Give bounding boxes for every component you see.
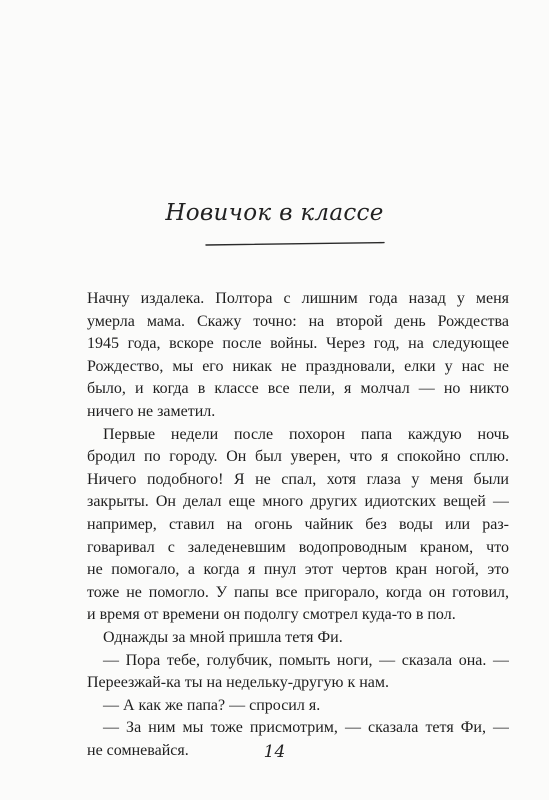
text-line: Однажды за мной пришла тетя Фи. <box>103 628 343 646</box>
text-line: умерла мама. Скажу точно: на второй день Рождества <box>87 312 509 330</box>
text-line: 1945 года, вскоре после войны. Через год, на следующее <box>87 335 509 353</box>
title-underline <box>205 239 385 249</box>
text-line: ничего не заметил. <box>87 402 216 420</box>
text-line: не помогало, а когда я пнул этот чертов кран ногой, это <box>87 561 509 579</box>
chapter-title: Новичок в классе <box>165 200 384 226</box>
text-line: закрыты. Он делал еще много других идиотских вещей — <box>87 493 509 511</box>
text-line: Переезжай-ка ты на недельку-другую к нам. <box>87 674 390 692</box>
text-line: и время от времени он подолгу смотрел куда-то в пол. <box>87 606 456 624</box>
text-line: бродил по городу. Он был уверен, что я спокойно сплю. <box>87 448 509 466</box>
text-line: Первые недели после похорон папа каждую ночь <box>103 425 509 443</box>
text-line: говаривал с заледеневшим водопроводным краном, что <box>87 538 509 556</box>
page-number: 14 <box>263 742 286 762</box>
text-line: Рождество, мы его никак не праздновали, елки у нас не <box>87 357 509 375</box>
chapter-body <box>87 288 509 762</box>
text-line: Начну издалека. Полтора с лишним года назад у меня <box>87 290 509 307</box>
text-line: — Пора тебе, голубчик, помыть ноги, — сказала она. — <box>103 651 509 669</box>
text-line: — За ним мы тоже присмотрим, — сказала тетя Фи, — <box>103 719 509 737</box>
text-line: например, ставил на огонь чайник без воды или раз- <box>87 515 509 533</box>
text-line: Ничего подобного! Я не спал, хотя глаза у меня были <box>87 470 509 488</box>
text-line: тоже не помогло. У папы все пригорало, когда он готовил, <box>87 583 509 601</box>
text-line: было, и когда в классе все пели, я молчал — но никто <box>87 380 509 398</box>
text-line: — А как же папа? — спросил я. <box>103 696 321 714</box>
text-line: не сомневайся. <box>87 741 189 759</box>
